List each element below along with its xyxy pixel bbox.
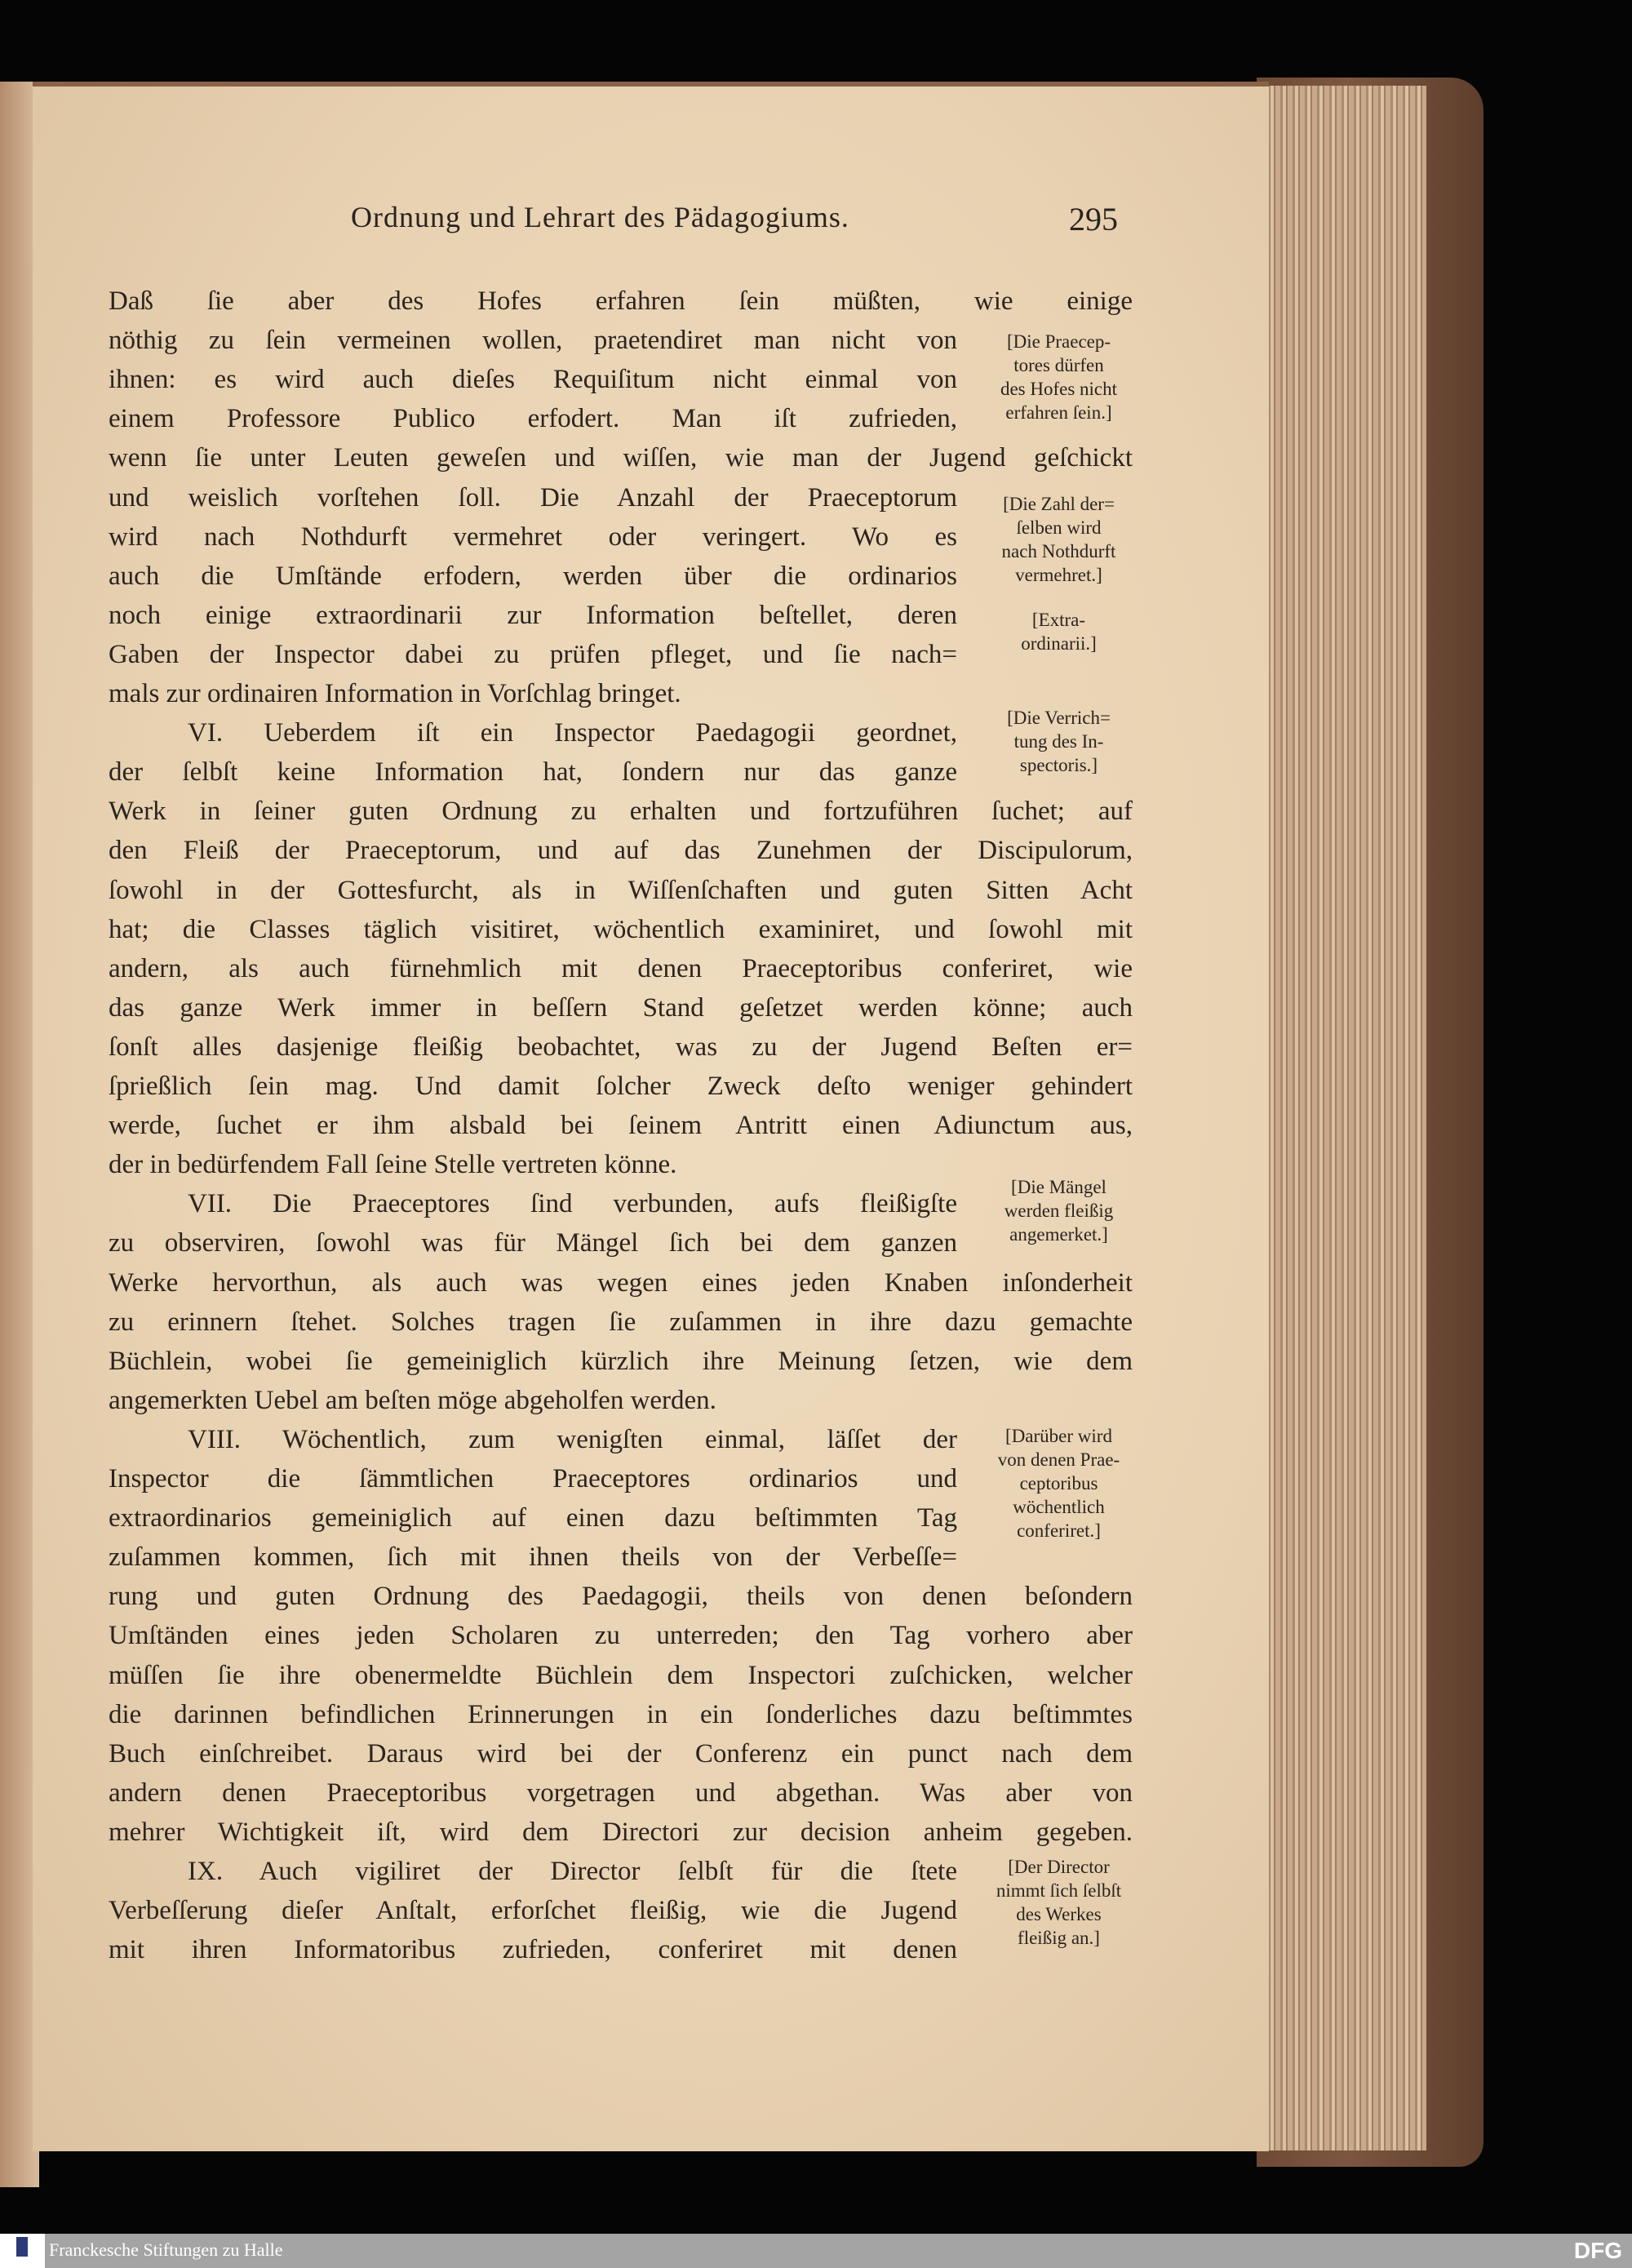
margin-note-line: [Extra-	[1031, 610, 1086, 630]
text-line: Werk in ſeiner guten Ordnung zu erhalten und fortzuführen ſuchet; auf	[109, 797, 1133, 827]
margin-note-line: [Die Praecep-	[1006, 331, 1111, 352]
text-line: einem Professore Publico erfodert. Man iſt zufrieden,	[109, 404, 957, 434]
margin-note-line: conferiret.]	[1017, 1520, 1101, 1541]
text-line: noch einige extraordinarii zur Information beſtellet, deren	[109, 600, 957, 630]
margin-note-line: [Die Zahl der=	[1003, 494, 1115, 514]
text-line: und weislich vorſtehen ſoll. Die Anzahl der Praeceptorum	[109, 482, 957, 513]
margin-note-line: [Die Verrich=	[1007, 708, 1111, 728]
text-line: werde, ſuchet er ihm alsbald bei ſeinem Antritt einen Adiunctum aus,	[109, 1111, 1133, 1141]
margin-note-line: tores dürfen	[1013, 355, 1104, 375]
text-line: andern, als auch fürnehmlich mit denen Praeceptoribus conferiret, wie	[109, 953, 1133, 983]
page-edges	[1263, 86, 1426, 2150]
margin-note-line: wöchentlich	[1013, 1497, 1105, 1517]
margin-note-line: nimmt ſich ſelbſt	[996, 1880, 1122, 1901]
margin-note	[967, 1175, 1151, 1246]
margin-note-line: von denen Prae-	[997, 1449, 1120, 1470]
text-line: Verbeſſerung dieſer Anſtalt, erforſchet fleißig, wie die Jugend	[109, 1896, 957, 1926]
text-line: Umſtänden eines jeden Scholaren zu unterreden; den Tag vorhero aber	[109, 1621, 1133, 1651]
margin-note-line: nach Nothdurft	[1001, 541, 1116, 561]
text-line: ſprießlich ſein mag. Und damit ſolcher Zweck deſto weniger gehindert	[109, 1072, 1133, 1101]
text-line: VIII. Wöchentlich, zum wenigſten einmal, läſſet der	[188, 1424, 957, 1454]
text-line: mehrer Wichtigkeit iſt, wird dem Directori zur decision anheim gegeben.	[109, 1817, 1133, 1847]
text-line: Daß ſie aber des Hofes erfahren ſein müßten, wie einige	[109, 286, 1133, 316]
dfg-logo: DFG	[1573, 2238, 1622, 2263]
text-line: Inspector die ſämmtlichen Praeceptores ordinarios und	[109, 1464, 957, 1494]
text-line: Gaben der Inspector dabei zu prüfen pfleget, und ſie nach=	[109, 639, 957, 669]
text-line: ſowohl in der Gottesfurcht, als in Wiſſenſchaften und guten Sitten Acht	[109, 875, 1133, 905]
text-line: zu observiren, ſowohl was für Mängel ſich bei dem ganzen	[109, 1228, 957, 1258]
margin-note	[967, 1424, 1151, 1542]
margin-note-line: werden fleißig	[1004, 1201, 1114, 1221]
text-line: müſſen ſie ihre obenermeldte Büchlein dem Inspectori zuſchicken, welcher	[109, 1660, 1133, 1690]
margin-note-line: spectoris.]	[1019, 755, 1098, 775]
institution-logo	[0, 2234, 45, 2268]
margin-note-line: [Der Director	[1008, 1857, 1110, 1877]
margin-note-line: angemerket.]	[1009, 1224, 1108, 1245]
text-line: zuſammen kommen, ſich mit ihnen theils von der Verbeſſe=	[109, 1542, 957, 1573]
text-line: ihnen: es wird auch dieſes Requiſitum nicht einmal von	[109, 365, 957, 395]
margin-note-line: des Hofes nicht	[1000, 379, 1118, 399]
margin-note	[967, 706, 1151, 777]
text-line: andern denen Praeceptoribus vorgetragen und abgethan. Was aber von	[109, 1778, 1133, 1808]
text-line: Büchlein, wobei ſie gemeiniglich kürzlich ihre Meinung ſetzen, wie dem	[109, 1346, 1133, 1376]
text-line: die darinnen befindlichen Erinnerungen in ein ſonderliches dazu beſtimmtes	[109, 1699, 1133, 1729]
text-line: Buch einſchreibet. Daraus wird bei der Conferenz ein punct nach dem	[109, 1738, 1133, 1769]
margin-note-line: tung des In-	[1013, 731, 1104, 752]
margin-note-line: ceptoribus	[1019, 1473, 1098, 1494]
margin-note-line: ſelben wird	[1016, 517, 1102, 538]
text-line: rung und guten Ordnung des Paedagogii, theils von denen beſondern	[109, 1582, 1133, 1612]
text-line: VII. Die Praeceptores ſind verbunden, aufs fleißigſte	[188, 1189, 957, 1219]
text-line: der in bedürfendem Fall ſeine Stelle vertreten könne.	[109, 1150, 677, 1180]
text-line: wird nach Nothdurft vermehret oder veringert. Wo es	[109, 522, 957, 552]
margin-note	[967, 608, 1151, 655]
text-line: hat; die Classes täglich visitiret, wöchentlich examiniret, und ſowohl mit	[109, 914, 1133, 944]
text-line: wenn ſie unter Leuten geweſen und wiſſen, wie man der Jugend geſchickt	[109, 443, 1133, 473]
text-line: mit ihren Informatoribus zufrieden, conferiret mit denen	[109, 1935, 957, 1965]
running-title: Ordnung und Lehrart des Pädagogiums.	[351, 201, 849, 233]
margin-note	[967, 330, 1151, 424]
institution-name: Franckesche Stiftungen zu Halle	[49, 2239, 283, 2260]
margin-note-line: fleißig an.]	[1018, 1928, 1100, 1948]
page-number: 295	[1069, 201, 1118, 237]
text-line: Werke hervorthun, als auch was wegen eines jeden Knaben inſonderheit	[109, 1267, 1133, 1298]
logo-icon	[16, 2237, 28, 2257]
margin-note-line: [Darüber wird	[1005, 1426, 1112, 1446]
text-line: ſonſt alles dasjenige fleißig beobachtet, was zu der Jugend Beſten er=	[109, 1032, 1133, 1062]
text-line: angemerkten Uebel am beſten möge abgeholfen werden.	[109, 1385, 716, 1415]
text-line: nöthig zu ſein vermeinen wollen, praetendiret man nicht von	[109, 326, 957, 356]
page-header	[0, 200, 1632, 241]
text-line: mals zur ordinairen Information in Vorſchlag bringet.	[109, 679, 681, 708]
margin-note-line: [Die Mängel	[1011, 1177, 1106, 1197]
text-line: VI. Ueberdem iſt ein Inspector Paedagogii geordnet,	[188, 718, 957, 748]
text-line: den Fleiß der Praeceptorum, und auf das Zunehmen der Discipulorum,	[109, 836, 1133, 866]
margin-note	[967, 1855, 1151, 1950]
margin-note-line: erfahren ſein.]	[1005, 402, 1112, 423]
text-line: der ſelbſt keine Information hat, ſondern nur das ganze	[109, 757, 957, 788]
text-line: zu erinnern ſtehet. Solches tragen ſie zuſammen in ihre dazu gemachte	[109, 1307, 1133, 1337]
margin-note-line: des Werkes	[1016, 1904, 1102, 1924]
footer-bar	[0, 2234, 1632, 2268]
text-line: IX. Auch vigiliret der Director ſelbſt für die ſtete	[188, 1857, 957, 1886]
text-line: extraordinarios gemeiniglich auf einen dazu beſtimmten Tag	[109, 1503, 957, 1533]
margin-note-line: ordinarii.]	[1021, 633, 1097, 654]
margin-note	[967, 492, 1151, 587]
text-line: das ganze Werk immer in beſſern Stand geſetzet werden könne; auch	[109, 992, 1133, 1023]
text-line: auch die Umſtände erfodern, werden über die ordinarios	[109, 561, 957, 591]
margin-note-line: vermehret.]	[1015, 565, 1102, 585]
